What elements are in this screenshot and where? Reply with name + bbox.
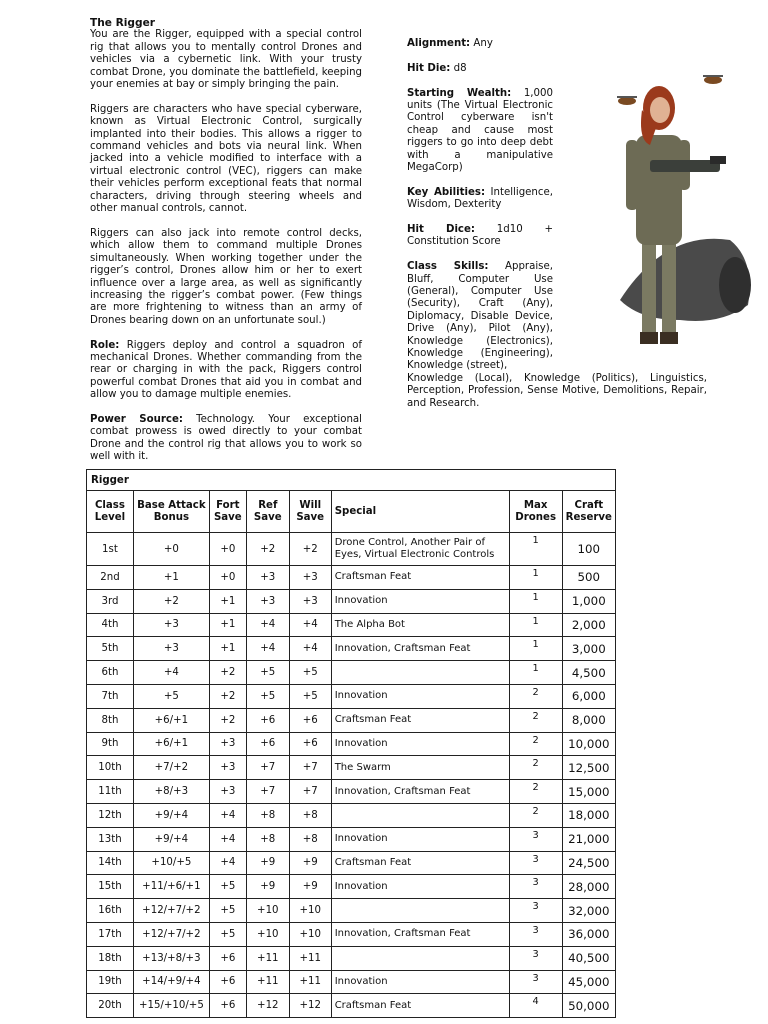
cell-special: Innovation <box>331 684 509 708</box>
cell-max-drones: 1 <box>509 589 562 613</box>
cell-fort-save: +3 <box>209 756 246 780</box>
table-row <box>87 613 616 637</box>
cell-will-save: +10 <box>289 899 331 923</box>
cell-craft-reserve: 24,500 <box>562 851 615 875</box>
cell-special: The Alpha Bot <box>331 613 509 637</box>
class-skills-continued: Knowledge (Local), Knowledge (Politics), Linguistics, Perception, Profession, Sense Motive, Demolitions, Repair, and Research. <box>407 372 707 409</box>
table-row <box>87 732 616 756</box>
header-max-drones: Max Drones <box>509 491 562 533</box>
cell-craft-reserve: 32,000 <box>562 899 615 923</box>
cell-base-attack-bonus: +9/+4 <box>133 803 209 827</box>
table-title-row <box>87 470 616 491</box>
cell-fort-save: +4 <box>209 803 246 827</box>
cell-level: 1st <box>87 533 134 566</box>
alignment-label: Alignment: <box>407 38 471 49</box>
cell-craft-reserve: 10,000 <box>562 732 615 756</box>
cell-will-save: +6 <box>289 708 331 732</box>
cell-base-attack-bonus: +9/+4 <box>133 827 209 851</box>
key-abilities-label: Key Abilities: <box>407 186 486 198</box>
cell-level: 9th <box>87 732 134 756</box>
cell-will-save: +5 <box>289 661 331 685</box>
cell-fort-save: +1 <box>209 613 246 637</box>
cell-craft-reserve: 100 <box>562 533 615 566</box>
cell-level: 2nd <box>87 566 134 590</box>
cell-base-attack-bonus: +11/+6/+1 <box>133 875 209 899</box>
cell-base-attack-bonus: +6/+1 <box>133 732 209 756</box>
cell-level: 11th <box>87 780 134 804</box>
cell-ref-save: +12 <box>246 994 289 1018</box>
header-base-attack-bonus: Base Attack Bonus <box>133 491 209 533</box>
cell-max-drones: 3 <box>509 922 562 946</box>
power-source-paragraph <box>90 414 362 464</box>
drones-paragraph: Riggers can also jack into remote control decks, which allow them to command multiple Drones simultaneously. When working together under the rigger’s control, Drones allow him or her to exert influence over a large area, as well as significantly increasing the rigger’s combat power. (Few things are more frightening to witness than an army of Drones bearing down on an unfortunate soul.) <box>90 227 362 326</box>
hit-dice-label: Hit Dice: <box>407 224 475 236</box>
cell-special: Craftsman Feat <box>331 851 509 875</box>
class-skills-label: Class Skills: <box>407 261 489 273</box>
cell-special: Craftsman Feat <box>331 994 509 1018</box>
cell-craft-reserve: 3,000 <box>562 637 615 661</box>
table-row <box>87 684 616 708</box>
cell-ref-save: +3 <box>246 566 289 590</box>
cell-special: The Swarm <box>331 756 509 780</box>
cell-base-attack-bonus: +7/+2 <box>133 756 209 780</box>
class-description <box>90 17 362 476</box>
cell-craft-reserve: 21,000 <box>562 827 615 851</box>
table-row <box>87 708 616 732</box>
cell-ref-save: +5 <box>246 661 289 685</box>
cell-ref-save: +9 <box>246 875 289 899</box>
cell-base-attack-bonus: +10/+5 <box>133 851 209 875</box>
cell-craft-reserve: 2,000 <box>562 613 615 637</box>
cell-will-save: +10 <box>289 922 331 946</box>
cell-base-attack-bonus: +15/+10/+5 <box>133 994 209 1018</box>
intro-paragraph: You are the Rigger, equipped with a special control rig that allows you to mentally control Drones and vehicles via a cybernetic link. With your trusty combat Drone, you dominate the battlefield, keeping your enemies at bay or simply bringing the pain. <box>90 29 362 91</box>
cell-will-save: +11 <box>289 970 331 994</box>
cell-ref-save: +4 <box>246 613 289 637</box>
cell-base-attack-bonus: +14/+9/+4 <box>133 970 209 994</box>
cell-special: Craftsman Feat <box>331 708 509 732</box>
cell-fort-save: +1 <box>209 589 246 613</box>
cell-base-attack-bonus: +12/+7/+2 <box>133 899 209 923</box>
role-label: Role: <box>90 339 120 351</box>
cell-will-save: +8 <box>289 803 331 827</box>
table-row <box>87 875 616 899</box>
table-row <box>87 566 616 590</box>
cell-fort-save: +6 <box>209 994 246 1018</box>
rigger-progression-table <box>86 469 616 1018</box>
table-row <box>87 589 616 613</box>
cell-max-drones: 2 <box>509 803 562 827</box>
cell-craft-reserve: 45,000 <box>562 970 615 994</box>
cell-base-attack-bonus: +3 <box>133 613 209 637</box>
cell-max-drones: 1 <box>509 661 562 685</box>
cell-base-attack-bonus: +8/+3 <box>133 780 209 804</box>
cell-craft-reserve: 18,000 <box>562 803 615 827</box>
cell-max-drones: 4 <box>509 994 562 1018</box>
starting-wealth-value: 1,000 units (The Virtual Electronic Control cyberware isn't cheap and cause most riggers to go into deep debt with a manipulative MegaCorp) <box>407 87 553 174</box>
cell-craft-reserve: 500 <box>562 566 615 590</box>
table-row <box>87 803 616 827</box>
cell-special: Craftsman Feat <box>331 566 509 590</box>
cell-fort-save: +2 <box>209 684 246 708</box>
cell-ref-save: +11 <box>246 946 289 970</box>
cell-max-drones: 1 <box>509 637 562 661</box>
table-row <box>87 946 616 970</box>
starting-wealth-label: Starting Wealth: <box>407 87 512 99</box>
cell-special: Innovation <box>331 970 509 994</box>
cell-level: 16th <box>87 899 134 923</box>
cell-base-attack-bonus: +2 <box>133 589 209 613</box>
table-row <box>87 637 616 661</box>
power-source-label: Power Source: <box>90 413 183 425</box>
starting-wealth <box>407 88 553 175</box>
cell-max-drones: 3 <box>509 970 562 994</box>
cell-will-save: +3 <box>289 589 331 613</box>
cell-will-save: +5 <box>289 684 331 708</box>
cell-max-drones: 3 <box>509 851 562 875</box>
cell-will-save: +9 <box>289 851 331 875</box>
header-craft-reserve: Craft Reserve <box>562 491 615 533</box>
cell-craft-reserve: 1,000 <box>562 589 615 613</box>
cell-fort-save: +2 <box>209 708 246 732</box>
table-row <box>87 827 616 851</box>
cell-will-save: +9 <box>289 875 331 899</box>
cell-fort-save: +0 <box>209 533 246 566</box>
cell-base-attack-bonus: +4 <box>133 661 209 685</box>
cell-craft-reserve: 12,500 <box>562 756 615 780</box>
class-skills-value: Appraise, Bluff, Computer Use (General), Computer Use (Security), Craft (Any), Diplomacy, Disable Device, Drive (Any), Pilot (Any), Knowledge (Electronics), Knowledge (Engineering), Knowledge (street), <box>407 261 553 372</box>
cell-max-drones: 3 <box>509 827 562 851</box>
cell-fort-save: +5 <box>209 922 246 946</box>
cell-fort-save: +6 <box>209 970 246 994</box>
cell-level: 17th <box>87 922 134 946</box>
cell-ref-save: +2 <box>246 533 289 566</box>
cell-ref-save: +7 <box>246 756 289 780</box>
cell-ref-save: +6 <box>246 732 289 756</box>
cell-craft-reserve: 36,000 <box>562 922 615 946</box>
rigger-character-illustration <box>570 70 760 360</box>
cell-level: 12th <box>87 803 134 827</box>
cell-special: Innovation, Craftsman Feat <box>331 922 509 946</box>
cell-craft-reserve: 28,000 <box>562 875 615 899</box>
header-special: Special <box>331 491 509 533</box>
cell-will-save: +7 <box>289 780 331 804</box>
alignment-value: Any <box>473 38 493 49</box>
cell-will-save: +11 <box>289 946 331 970</box>
cell-special: Innovation <box>331 589 509 613</box>
cell-will-save: +4 <box>289 637 331 661</box>
table-row <box>87 970 616 994</box>
drone-icon <box>617 96 637 105</box>
cell-max-drones: 2 <box>509 756 562 780</box>
cell-max-drones: 2 <box>509 732 562 756</box>
cell-level: 6th <box>87 661 134 685</box>
table-row <box>87 994 616 1018</box>
table-row <box>87 661 616 685</box>
cell-level: 3rd <box>87 589 134 613</box>
cell-base-attack-bonus: +13/+8/+3 <box>133 946 209 970</box>
cell-fort-save: +1 <box>209 637 246 661</box>
header-ref-save: Ref Save <box>246 491 289 533</box>
hit-die <box>407 63 553 75</box>
cell-ref-save: +10 <box>246 922 289 946</box>
cell-ref-save: +3 <box>246 589 289 613</box>
cell-craft-reserve: 15,000 <box>562 780 615 804</box>
cell-base-attack-bonus: +5 <box>133 684 209 708</box>
cell-max-drones: 1 <box>509 533 562 566</box>
cell-ref-save: +6 <box>246 708 289 732</box>
cell-ref-save: +11 <box>246 970 289 994</box>
cell-special <box>331 946 509 970</box>
key-abilities <box>407 187 553 212</box>
hit-dice <box>407 224 553 249</box>
cell-max-drones: 1 <box>509 613 562 637</box>
cell-craft-reserve: 50,000 <box>562 994 615 1018</box>
progression-table <box>86 469 616 1018</box>
cell-ref-save: +4 <box>246 637 289 661</box>
cell-level: 10th <box>87 756 134 780</box>
cell-craft-reserve: 6,000 <box>562 684 615 708</box>
cell-level: 7th <box>87 684 134 708</box>
cell-base-attack-bonus: +3 <box>133 637 209 661</box>
header-class-level: Class Level <box>87 491 134 533</box>
cell-will-save: +4 <box>289 613 331 637</box>
cell-fort-save: +5 <box>209 875 246 899</box>
table-title: Rigger <box>87 470 616 491</box>
cell-fort-save: +5 <box>209 899 246 923</box>
cell-ref-save: +7 <box>246 780 289 804</box>
role-text: Riggers deploy and control a squadron of mechanical Drones. Whether commanding from the rear or charging in with the pack, Riggers control powerful combat Drones that aid you in combat and allow you to damage multiple enemies. <box>90 339 362 401</box>
drone-icon <box>703 75 723 84</box>
cell-base-attack-bonus: +6/+1 <box>133 708 209 732</box>
cell-fort-save: +0 <box>209 566 246 590</box>
table-row <box>87 851 616 875</box>
cell-max-drones: 1 <box>509 566 562 590</box>
class-stats <box>407 38 707 423</box>
table-row <box>87 922 616 946</box>
cell-special <box>331 803 509 827</box>
cell-special: Innovation <box>331 875 509 899</box>
cell-special: Innovation, Craftsman Feat <box>331 637 509 661</box>
hit-die-value: d8 <box>453 62 467 74</box>
cell-will-save: +12 <box>289 994 331 1018</box>
cell-max-drones: 3 <box>509 899 562 923</box>
cell-fort-save: +4 <box>209 851 246 875</box>
header-fort-save: Fort Save <box>209 491 246 533</box>
cell-will-save: +6 <box>289 732 331 756</box>
table-row <box>87 899 616 923</box>
cell-craft-reserve: 40,500 <box>562 946 615 970</box>
cell-ref-save: +9 <box>246 851 289 875</box>
cell-level: 20th <box>87 994 134 1018</box>
cell-level: 8th <box>87 708 134 732</box>
cell-max-drones: 3 <box>509 875 562 899</box>
cell-level: 19th <box>87 970 134 994</box>
cell-special: Innovation <box>331 732 509 756</box>
cell-base-attack-bonus: +12/+7/+2 <box>133 922 209 946</box>
cell-special: Drone Control, Another Pair of Eyes, Virtual Electronic Controls <box>331 533 509 566</box>
page-title: The Rigger <box>90 17 156 29</box>
cell-level: 4th <box>87 613 134 637</box>
cell-craft-reserve: 4,500 <box>562 661 615 685</box>
cell-ref-save: +5 <box>246 684 289 708</box>
cell-will-save: +2 <box>289 533 331 566</box>
cell-level: 13th <box>87 827 134 851</box>
cell-max-drones: 2 <box>509 708 562 732</box>
cell-ref-save: +10 <box>246 899 289 923</box>
cell-max-drones: 3 <box>509 946 562 970</box>
cell-level: 15th <box>87 875 134 899</box>
cell-ref-save: +8 <box>246 803 289 827</box>
cell-will-save: +3 <box>289 566 331 590</box>
cell-special: Innovation <box>331 827 509 851</box>
cell-will-save: +8 <box>289 827 331 851</box>
alignment <box>407 38 553 50</box>
cell-fort-save: +3 <box>209 780 246 804</box>
hit-dice-value: 1d10 + Constitution Score <box>407 224 554 248</box>
cell-special <box>331 661 509 685</box>
cell-craft-reserve: 8,000 <box>562 708 615 732</box>
power-source-text: Technology. Your exceptional combat prowess is owed directly to your combat Drone and the control rig that allows you to work so well with it. <box>90 413 362 463</box>
cell-fort-save: +2 <box>209 661 246 685</box>
cell-max-drones: 2 <box>509 780 562 804</box>
header-will-save: Will Save <box>289 491 331 533</box>
cell-level: 14th <box>87 851 134 875</box>
cell-ref-save: +8 <box>246 827 289 851</box>
cell-base-attack-bonus: +0 <box>133 533 209 566</box>
cell-fort-save: +4 <box>209 827 246 851</box>
cell-special <box>331 899 509 923</box>
hit-die-label: Hit Die: <box>407 62 451 74</box>
cell-fort-save: +3 <box>209 732 246 756</box>
table-row <box>87 780 616 804</box>
role-paragraph <box>90 340 362 402</box>
class-skills <box>407 261 553 373</box>
cyberware-paragraph: Riggers are characters who have special cyberware, known as Virtual Electronic Control, surgically implanted into their bodies. This allows a rigger to command vehicles and bots via neural link. When jacked into a vehicle modified to interface with a virtual electronic control (VEC), riggers can make their vehicles perform exceptional feats that normal characters, driving through steering wheels and other manual controls, cannot. <box>90 103 362 215</box>
key-abilities-value: Intelligence, Wisdom, Dexterity <box>407 186 553 211</box>
table-row <box>87 533 616 566</box>
cell-will-save: +7 <box>289 756 331 780</box>
cell-max-drones: 2 <box>509 684 562 708</box>
table-header-row <box>87 491 616 533</box>
table-row <box>87 756 616 780</box>
cell-special: Innovation, Craftsman Feat <box>331 780 509 804</box>
cell-level: 18th <box>87 946 134 970</box>
cell-level: 5th <box>87 637 134 661</box>
cell-fort-save: +6 <box>209 946 246 970</box>
cell-base-attack-bonus: +1 <box>133 566 209 590</box>
